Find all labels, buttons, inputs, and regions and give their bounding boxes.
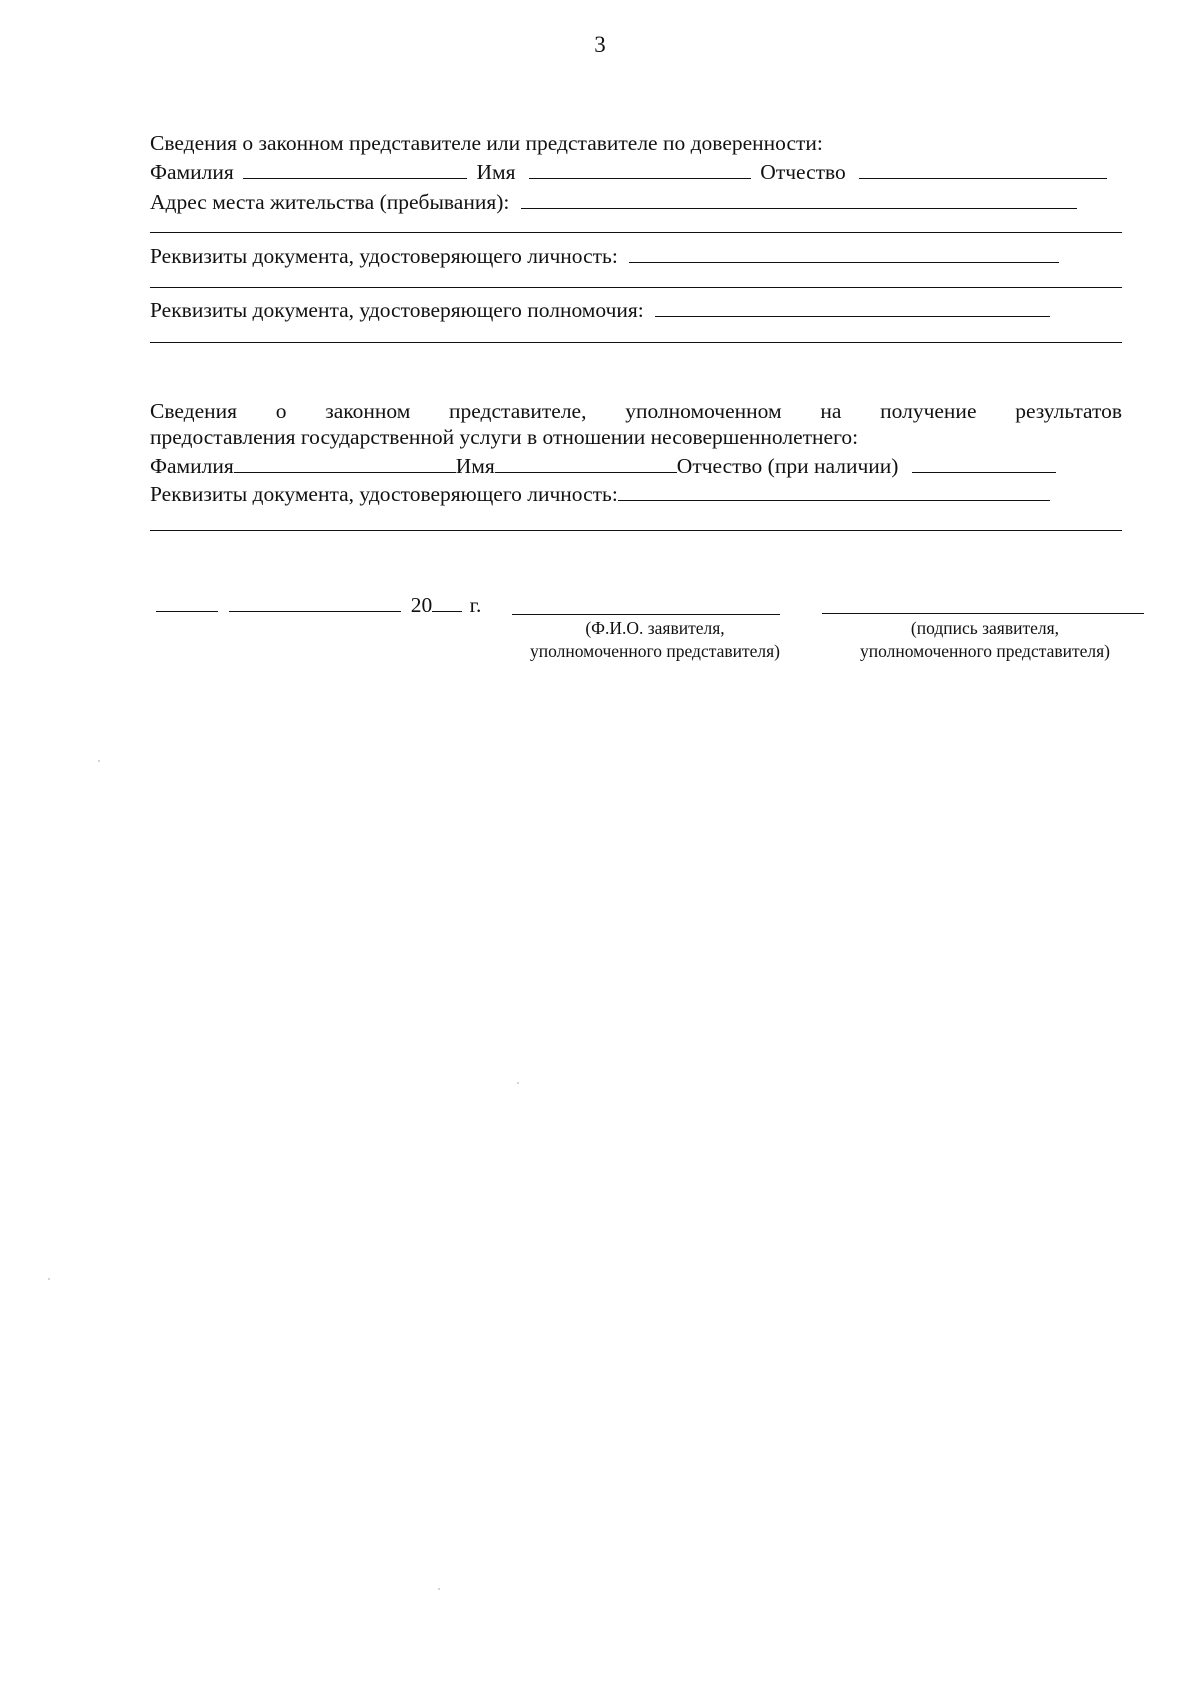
- sign-caption-line1: (подпись заявителя,: [910, 618, 1060, 638]
- year-prefix: 20: [410, 593, 433, 617]
- minor-identity-doc-field-continuation[interactable]: [150, 530, 1122, 531]
- minor-surname-label: Фамилия: [150, 454, 234, 478]
- fio-signature-line[interactable]: [512, 614, 780, 615]
- section1-authority-row: [150, 296, 1050, 323]
- section2-heading-line2: предоставления государственной услуги в отношении несовершеннолетнего:: [150, 425, 859, 449]
- date-month-field[interactable]: [229, 591, 401, 612]
- fio-caption-line2: уполномоченного представителя): [529, 641, 781, 661]
- section2-heading-line1: Сведения о законном представителе, уполномоченном на получение результатов: [150, 399, 1122, 423]
- minor-surname-field[interactable]: [234, 452, 456, 473]
- sign-caption-line2: уполномоченного представителя): [859, 641, 1111, 661]
- date-row: [156, 591, 481, 618]
- authority-doc-field-continuation[interactable]: [150, 342, 1122, 343]
- address-field[interactable]: [521, 188, 1077, 209]
- page-number: 3: [594, 32, 606, 57]
- surname-label: Фамилия: [150, 160, 234, 184]
- name-field[interactable]: [529, 158, 751, 179]
- authority-doc-field[interactable]: [655, 296, 1050, 317]
- minor-patronymic-label: Отчество (при наличии): [676, 454, 899, 478]
- section1-fio-row: [150, 158, 1107, 185]
- scan-speck: [438, 1588, 440, 1590]
- patronymic-label: Отчество: [760, 160, 846, 184]
- minor-identity-doc-field[interactable]: [618, 480, 1050, 501]
- fio-caption: [500, 617, 810, 663]
- year-field[interactable]: [432, 591, 462, 612]
- address-label: Адрес места жительства (пребывания):: [150, 190, 510, 214]
- year-suffix: г.: [469, 593, 482, 617]
- scan-speck: [48, 1278, 50, 1280]
- section2-fio-row: [150, 452, 1056, 479]
- minor-name-field[interactable]: [495, 452, 677, 473]
- surname-field[interactable]: [243, 158, 467, 179]
- minor-patronymic-field[interactable]: [912, 452, 1056, 473]
- name-label: Имя: [476, 160, 516, 184]
- authority-doc-label: Реквизиты документа, удостоверяющего полномочия:: [150, 298, 644, 322]
- section2-identity-row: [150, 480, 1050, 507]
- fio-caption-line1: (Ф.И.О. заявителя,: [585, 618, 725, 638]
- identity-doc-label: Реквизиты документа, удостоверяющего личность:: [150, 244, 618, 268]
- section1-heading: Сведения о законном представителе или представителе по доверенности:: [150, 131, 823, 155]
- section1-address-row: [150, 188, 1077, 215]
- address-field-continuation[interactable]: [150, 232, 1122, 233]
- scan-speck: [517, 1082, 519, 1084]
- date-day-field[interactable]: [156, 591, 218, 612]
- minor-name-label: Имя: [455, 454, 495, 478]
- signature-caption: [820, 617, 1150, 663]
- patronymic-field[interactable]: [859, 158, 1107, 179]
- signature-line[interactable]: [822, 613, 1144, 614]
- minor-identity-doc-label: Реквизиты документа, удостоверяющего личность:: [150, 482, 618, 506]
- identity-doc-field[interactable]: [629, 242, 1059, 263]
- scan-speck: [98, 760, 100, 762]
- identity-doc-field-continuation[interactable]: [150, 287, 1122, 288]
- section1-identity-row: [150, 242, 1059, 269]
